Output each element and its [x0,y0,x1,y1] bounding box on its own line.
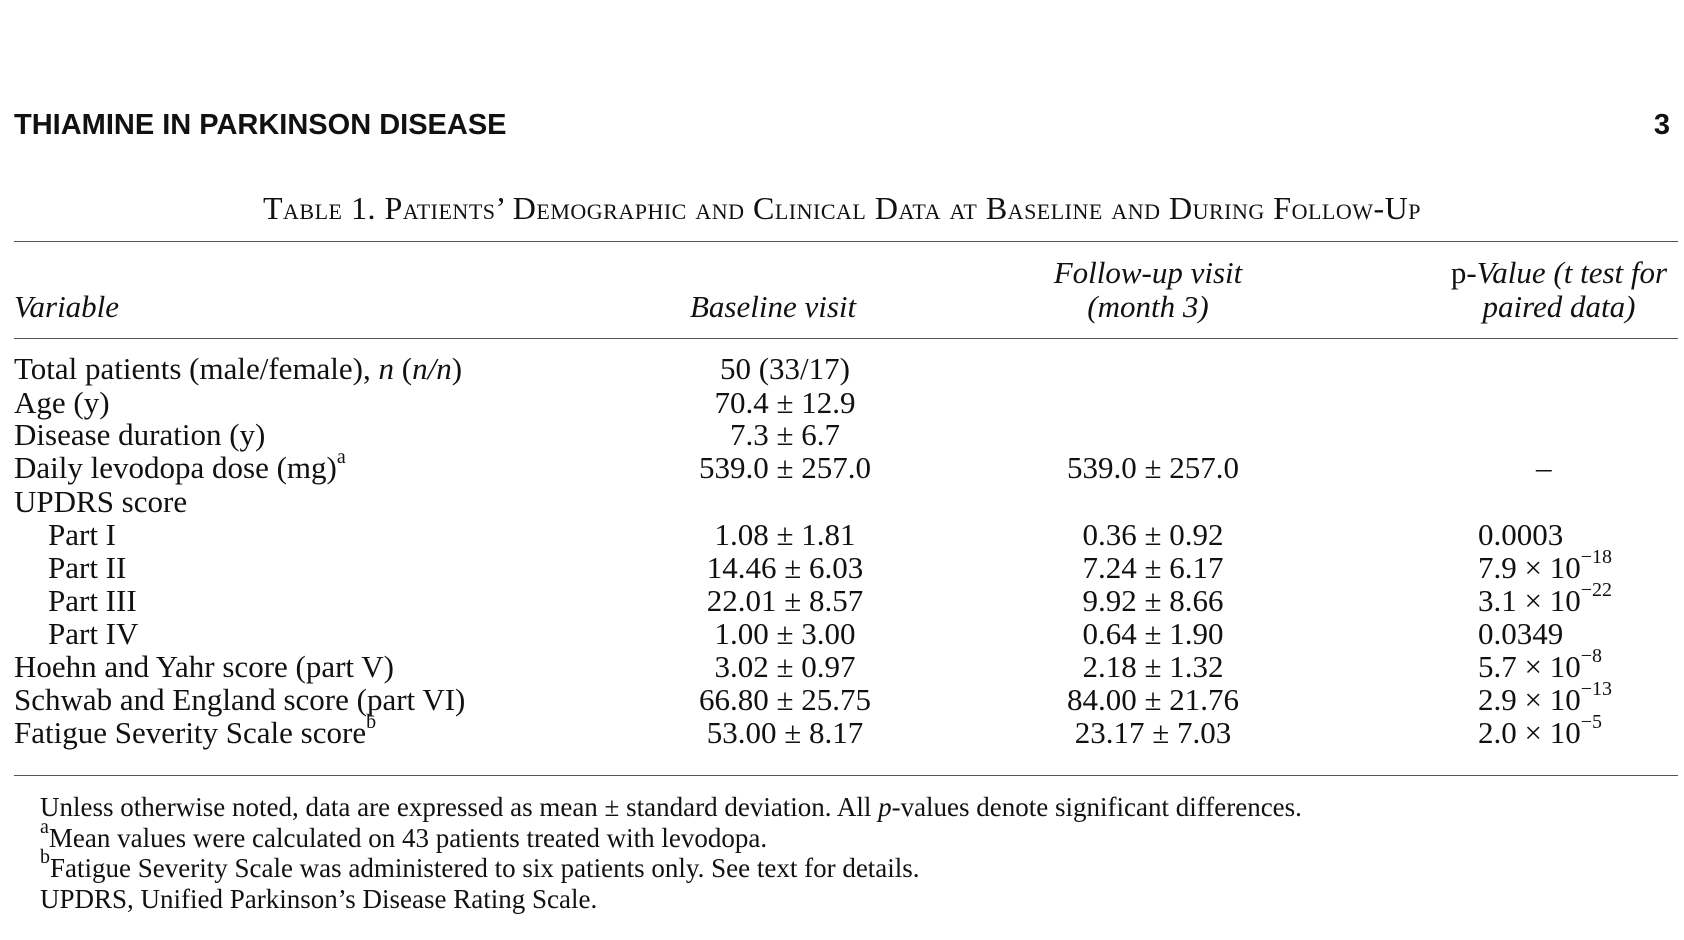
cell-pvalue-exponent: −8 [1580,644,1603,667]
cell-variable [14,445,346,485]
cell-variable [14,352,462,386]
header-pvalue [1424,256,1684,324]
cell-pvalue-exponent: −13 [1580,677,1613,700]
cell-followup: 0.36 ± 0.92 [1082,517,1224,552]
page-number: 3 [1653,108,1670,141]
cell-pvalue-text: – [1536,450,1552,485]
cell-pvalue-text: 5.7 × 10 [1478,649,1581,684]
cell-variable-end: ) [451,351,463,386]
cell-followup: 9.92 ± 8.66 [1082,583,1224,618]
header-pvalue-value: Value ( [1476,255,1564,290]
cell-variable-text: UPDRS score [14,484,188,519]
header-baseline: Baseline visit [690,289,857,324]
footnote-a-mark: a [40,815,49,838]
cell-variable [14,485,187,519]
cell-pvalue [1478,710,1603,750]
table-row [14,445,1678,485]
table-footnotes [40,792,1302,914]
table-row [14,386,1678,420]
table-row [14,518,1678,552]
cell-variable-footnote-mark: b [366,710,377,733]
cell-baseline: 50 (33/17) [719,351,850,386]
header-followup-line2: (month 3) [1087,289,1209,324]
cell-pvalue-text: 2.9 × 10 [1478,682,1581,717]
cell-variable [14,650,394,684]
footnote-abbreviation: UPDRS, Unified Parkinson’s Disease Rating Scale. [40,883,598,914]
cell-variable [14,710,377,750]
cell-variable [48,551,126,585]
header-pvalue-p: p- [1450,255,1477,290]
table-row [14,644,1678,684]
cell-variable [48,584,137,618]
cell-pvalue-text: 7.9 × 10 [1478,550,1581,585]
footnote-general-before: Unless otherwise noted, data are expressed as mean ± standard deviation. All [40,792,879,822]
header-followup [1028,256,1268,324]
cell-pvalue [1478,518,1563,552]
header-pvalue-line2: paired data) [1482,289,1636,324]
cell-pvalue-exponent: −5 [1580,710,1603,733]
cell-pvalue-text: 3.1 × 10 [1478,583,1581,618]
footnote-general-after: -values denote significant differences. [891,792,1302,822]
cell-pvalue-text: 2.0 × 10 [1478,715,1581,750]
cell-variable-footnote-mark: a [336,445,346,468]
table-row [14,485,1678,519]
cell-variable [48,617,138,651]
cell-followup: 7.24 ± 6.17 [1082,550,1224,585]
table-row [14,418,1678,452]
table-row [14,352,1678,386]
cell-pvalue [1478,578,1613,618]
cell-followup: 84.00 ± 21.76 [1066,682,1239,717]
header-pvalue-t: t [1563,255,1573,290]
footnote-general-p: p [878,792,892,822]
cell-variable [48,518,116,552]
cell-variable [14,683,465,717]
footnote-a-text: Mean values were calculated on 43 patients treated with levodopa. [48,822,768,853]
footnote-a [40,815,1302,854]
cell-pvalue [1478,617,1563,651]
cell-variable-italic: n [378,351,395,386]
cell-variable-text: Hoehn and Yahr score (part V) [14,649,394,684]
cell-baseline: 539.0 ± 257.0 [698,450,871,485]
header-followup-line1: Follow-up visit [1053,255,1243,290]
cell-variable-text: Part I [48,517,117,552]
table-row [14,710,1678,750]
cell-followup: 539.0 ± 257.0 [1066,450,1239,485]
cell-variable [14,418,265,452]
cell-pvalue-text: 0.0349 [1478,616,1564,651]
cell-variable-text: Part II [48,550,127,585]
cell-baseline: 53.00 ± 8.17 [706,715,864,750]
header-pvalue-test-for: test for [1572,255,1668,290]
cell-pvalue-exponent: −22 [1580,578,1613,601]
footnote-general [40,792,1302,823]
cell-baseline: 70.4 ± 12.9 [714,385,856,420]
cell-followup: 23.17 ± 7.03 [1074,715,1232,750]
cell-pvalue-exponent: −18 [1580,545,1613,568]
cell-variable-italic2: n/n [412,351,452,386]
cell-variable-text: Part IV [48,616,139,651]
header-pvalue-line1 [1424,256,1684,290]
cell-variable-text: Daily levodopa dose (mg) [14,450,337,485]
table-caption: Table 1. Patients’ Demographic and Clinical Data at Baseline and During Follow-Up [263,190,1421,226]
table-row [14,578,1678,618]
table-row [14,545,1678,585]
cell-pvalue [1536,451,1552,485]
cell-baseline: 14.46 ± 6.03 [706,550,864,585]
footnote-b-mark: b [40,846,50,868]
cell-variable-text: Total patients (male/female), [14,351,379,386]
cell-baseline: 1.08 ± 1.81 [714,517,856,552]
cell-followup: 0.64 ± 1.90 [1082,616,1224,651]
cell-baseline: 7.3 ± 6.7 [729,417,840,452]
cell-baseline: 66.80 ± 25.75 [698,682,871,717]
footnote-b [40,846,1302,884]
cell-variable-text: Disease duration (y) [14,417,266,452]
cell-variable-suffix: ( [394,351,413,386]
cell-variable-text: Schwab and England score (part VI) [14,682,466,717]
running-head-title: THIAMINE IN PARKINSON DISEASE [14,108,507,141]
cell-variable-text: Part III [48,583,137,618]
cell-pvalue-text: 0.0003 [1478,517,1564,552]
cell-baseline: 22.01 ± 8.57 [706,583,864,618]
cell-baseline: 3.02 ± 0.97 [714,649,856,684]
footnote-b-text: Fatigue Severity Scale was administered to six patients only. See text for details. [50,853,920,883]
cell-variable-text: Age (y) [14,385,110,420]
cell-followup: 2.18 ± 1.32 [1082,649,1224,684]
cell-variable [14,386,110,420]
table-row [14,677,1678,717]
cell-variable-text: Fatigue Severity Scale score [14,715,367,750]
table-row [14,617,1678,651]
header-variable: Variable [14,289,120,324]
cell-baseline: 1.00 ± 3.00 [714,616,856,651]
